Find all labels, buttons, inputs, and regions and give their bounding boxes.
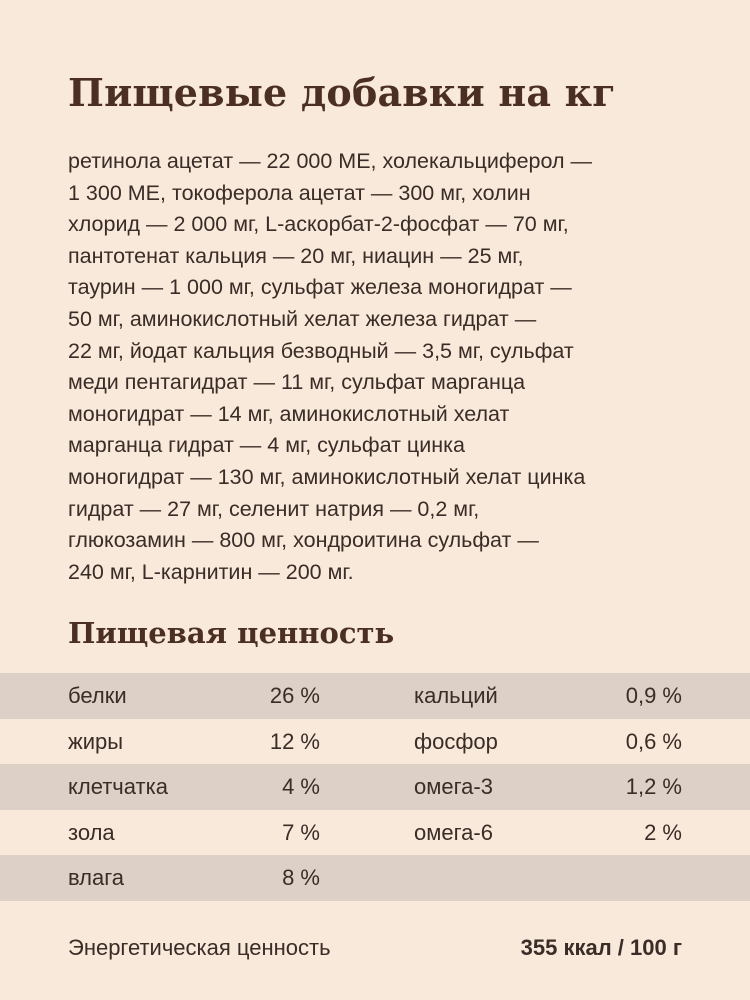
supplements-line: 240 мг, L-карнитин — 200 мг. <box>68 559 354 584</box>
nutrient-name: жиры <box>68 728 124 754</box>
nutrition-row <box>0 810 750 856</box>
nutrient-value: 2 % <box>644 819 682 845</box>
nutrient-value: 26 % <box>269 683 320 708</box>
nutrient-value: 4 % <box>282 774 320 799</box>
nutrition-title: Пищевая ценность <box>68 616 395 650</box>
nutrition-table <box>0 673 750 901</box>
supplements-line: хлорид — 2 000 мг, L-аскорбат-2-фосфат — 70 мг, <box>68 212 569 237</box>
nutrition-row <box>0 764 750 810</box>
nutrient-name: клетчатка <box>68 774 168 799</box>
supplements-line: моногидрат — 14 мг, аминокислотный хелат <box>68 401 510 426</box>
supplements-line: 22 мг, йодат кальция безводный — 3,5 мг, сульфат <box>68 338 574 363</box>
energy-value: 355 ккал / 100 г <box>520 935 682 960</box>
nutrient-name: зола <box>68 819 115 845</box>
supplements-title: Пищевые добавки на кг <box>68 70 616 115</box>
nutrition-row <box>0 719 750 765</box>
supplements-line: ретинола ацетат — 22 000 МЕ, холекальциферол — <box>68 149 592 173</box>
nutrient-name: фосфор <box>414 728 498 754</box>
nutrient-value: 7 % <box>282 819 320 845</box>
energy-label: Энергетическая ценность <box>68 935 331 960</box>
supplements-line: гидрат — 27 мг, селенит натрия — 0,2 мг, <box>68 496 480 521</box>
nutrient-name: белки <box>68 683 127 708</box>
nutrient-name: влага <box>68 865 125 890</box>
nutrient-value: 8 % <box>282 865 320 890</box>
nutrition-row <box>0 673 750 719</box>
supplements-line: таурин — 1 000 мг, сульфат железа моногидрат — <box>68 275 572 300</box>
nutrient-name: омега-3 <box>414 774 493 799</box>
supplements-line: меди пентагидрат — 11 мг, сульфат марганца <box>68 370 526 395</box>
supplements-line: 50 мг, аминокислотный хелат железа гидрат — <box>68 306 537 331</box>
nutrient-name: кальций <box>414 683 498 708</box>
supplements-line: марганца гидрат — 4 мг, сульфат цинка <box>68 433 465 458</box>
nutrient-name: омега-6 <box>414 819 493 845</box>
supplements-line: глюкозамин — 800 мг, хондроитина сульфат — <box>68 528 539 553</box>
nutrition-row <box>0 855 750 901</box>
nutrient-value: 1,2 % <box>625 774 682 799</box>
nutrient-value: 0,9 % <box>625 683 682 708</box>
supplements-line: моногидрат — 130 мг, аминокислотный хелат цинка <box>68 464 586 489</box>
supplements-line: пантотенат кальция — 20 мг, ниацин — 25 мг, <box>68 243 524 268</box>
supplements-text <box>68 146 708 588</box>
nutrient-value: 12 % <box>269 728 320 754</box>
energy-row <box>0 925 750 971</box>
supplements-line: 1 300 МЕ, токоферола ацетат — 300 мг, холин <box>68 180 531 205</box>
nutrient-value: 0,6 % <box>625 728 682 754</box>
